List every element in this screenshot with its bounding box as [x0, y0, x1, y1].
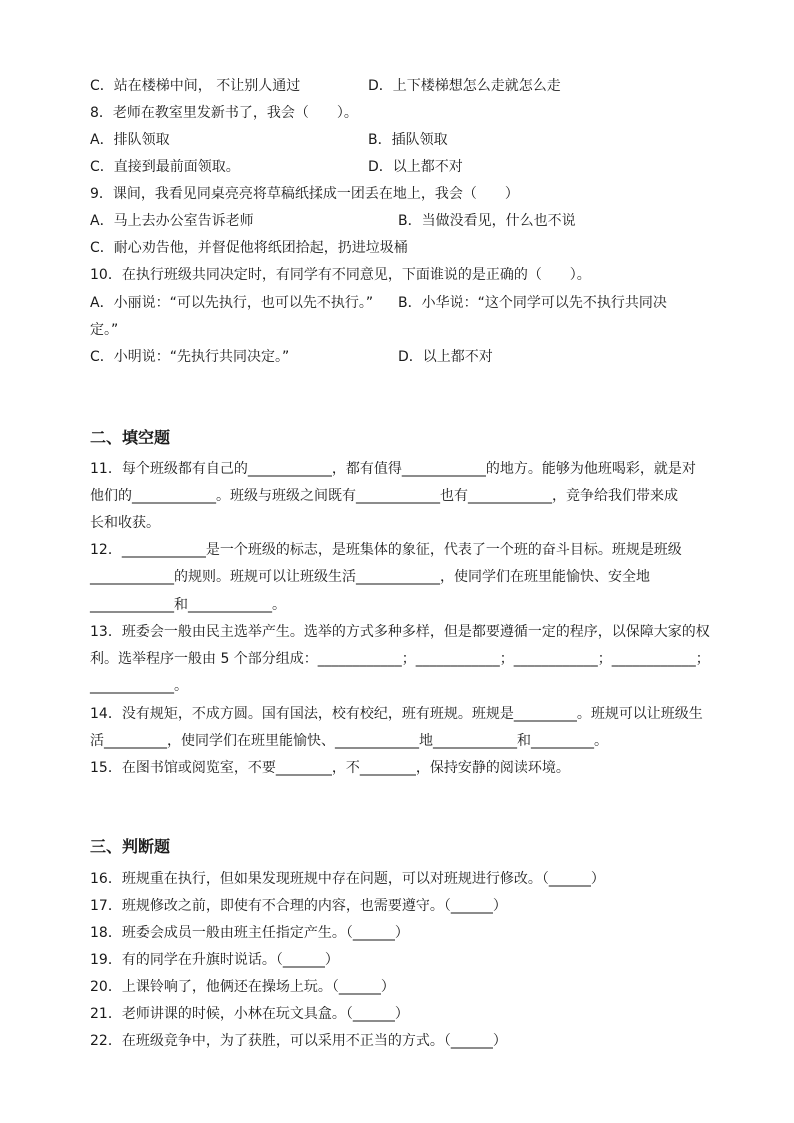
question-11-line-3: 长和收获。 — [90, 515, 160, 531]
question-13-line-2: 利。选举程序一般由 5 个部分组成：____________；____________；____________；____________； — [90, 651, 710, 667]
question-16: 16．班规重在执行，但如果发现班规中存在问题，可以对班规进行修改。（______） — [90, 871, 605, 887]
question-8: 8．老师在教室里发新书了，我会（ ）。 — [90, 105, 358, 121]
question-14-line-1: 14．没有规矩，不成方圆。国有国法，校有校纪，班有班规。班规是_________。班规可以让班级生 — [90, 706, 703, 722]
question-9: 9．课间，我看见同桌亮亮将草稿纸揉成一团丢在地上，我会（ ） — [90, 186, 519, 202]
question-21: 21．老师讲课的时候，小林在玩文具盒。（______） — [90, 1006, 409, 1022]
section-title-fill-blank: 二、填空题 — [90, 428, 171, 447]
option-d-q10: D．以上都不对 — [398, 349, 493, 365]
section-title-true-false: 三、判断题 — [90, 837, 171, 856]
option-a-q9: A．马上去办公室告诉老师 — [90, 213, 254, 229]
option-b-q8: B．插队领取 — [368, 132, 448, 148]
question-13-line-3: ____________。 — [90, 678, 188, 694]
question-15: 15．在图书馆或阅览室，不要________，不________，保持安静的阅读环境。 — [90, 760, 570, 776]
option-d-q7: D．上下楼梯想怎么走就怎么走 — [368, 78, 561, 94]
question-14-line-2: 活_________，使同学们在班里能愉快、____________地____________和_________。 — [90, 733, 608, 749]
option-b-q10-wrap: 定。” — [90, 322, 119, 338]
question-18: 18．班委会成员一般由班主任指定产生。（______） — [90, 925, 409, 941]
option-b-q10: B．小华说：“这个同学可以先不执行共同决 — [398, 295, 667, 311]
option-c-q8: C．直接到最前面领取。 — [90, 159, 240, 175]
option-a-q8: A．排队领取 — [90, 132, 170, 148]
option-a-q10: A．小丽说：“可以先执行，也可以先不执行。” — [90, 295, 374, 311]
option-c-q10: C．小明说：“先执行共同决定。” — [90, 349, 290, 365]
question-22: 22．在班级竞争中，为了获胜，可以采用不正当的方式。（______） — [90, 1033, 507, 1049]
question-11-line-1: 11．每个班级都有自己的____________，都有值得____________的地方。能够为他班喝彩，就是对 — [90, 461, 696, 477]
question-11-line-2: 他们的____________。班级与班级之间既有____________也有____________，竞争给我们带来成 — [90, 488, 678, 504]
question-12-line-3: ____________和____________。 — [90, 597, 286, 613]
option-d-q8: D．以上都不对 — [368, 159, 463, 175]
question-12-line-2: ____________的规则。班规可以让班级生活____________，使同学们在班里能愉快、安全地 — [90, 569, 650, 585]
question-12-line-1: 12．____________是一个班级的标志，是班集体的象征，代表了一个班的奋斗目标。班规是班级 — [90, 542, 682, 558]
question-20: 20．上课铃响了，他俩还在操场上玩。（______） — [90, 979, 395, 995]
option-c-q7: C．站在楼梯中间， 不让别人通过 — [90, 78, 301, 94]
question-17: 17．班规修改之前，即使有不合理的内容，也需要遵守。（______） — [90, 898, 507, 914]
question-19: 19．有的同学在升旗时说话。（______） — [90, 952, 339, 968]
question-13-line-1: 13．班委会一般由民主选举产生。选举的方式多种多样，但是都要遵循一定的程序，以保障大家的权 — [90, 624, 710, 640]
option-b-q9: B．当做没看见，什么也不说 — [398, 213, 576, 229]
question-10: 10．在执行班级共同决定时，有同学有不同意见，下面谁说的是正确的（ ）。 — [90, 267, 591, 283]
option-c-q9: C．耐心劝告他，并督促他将纸团拾起，扔进垃圾桶 — [90, 240, 408, 256]
